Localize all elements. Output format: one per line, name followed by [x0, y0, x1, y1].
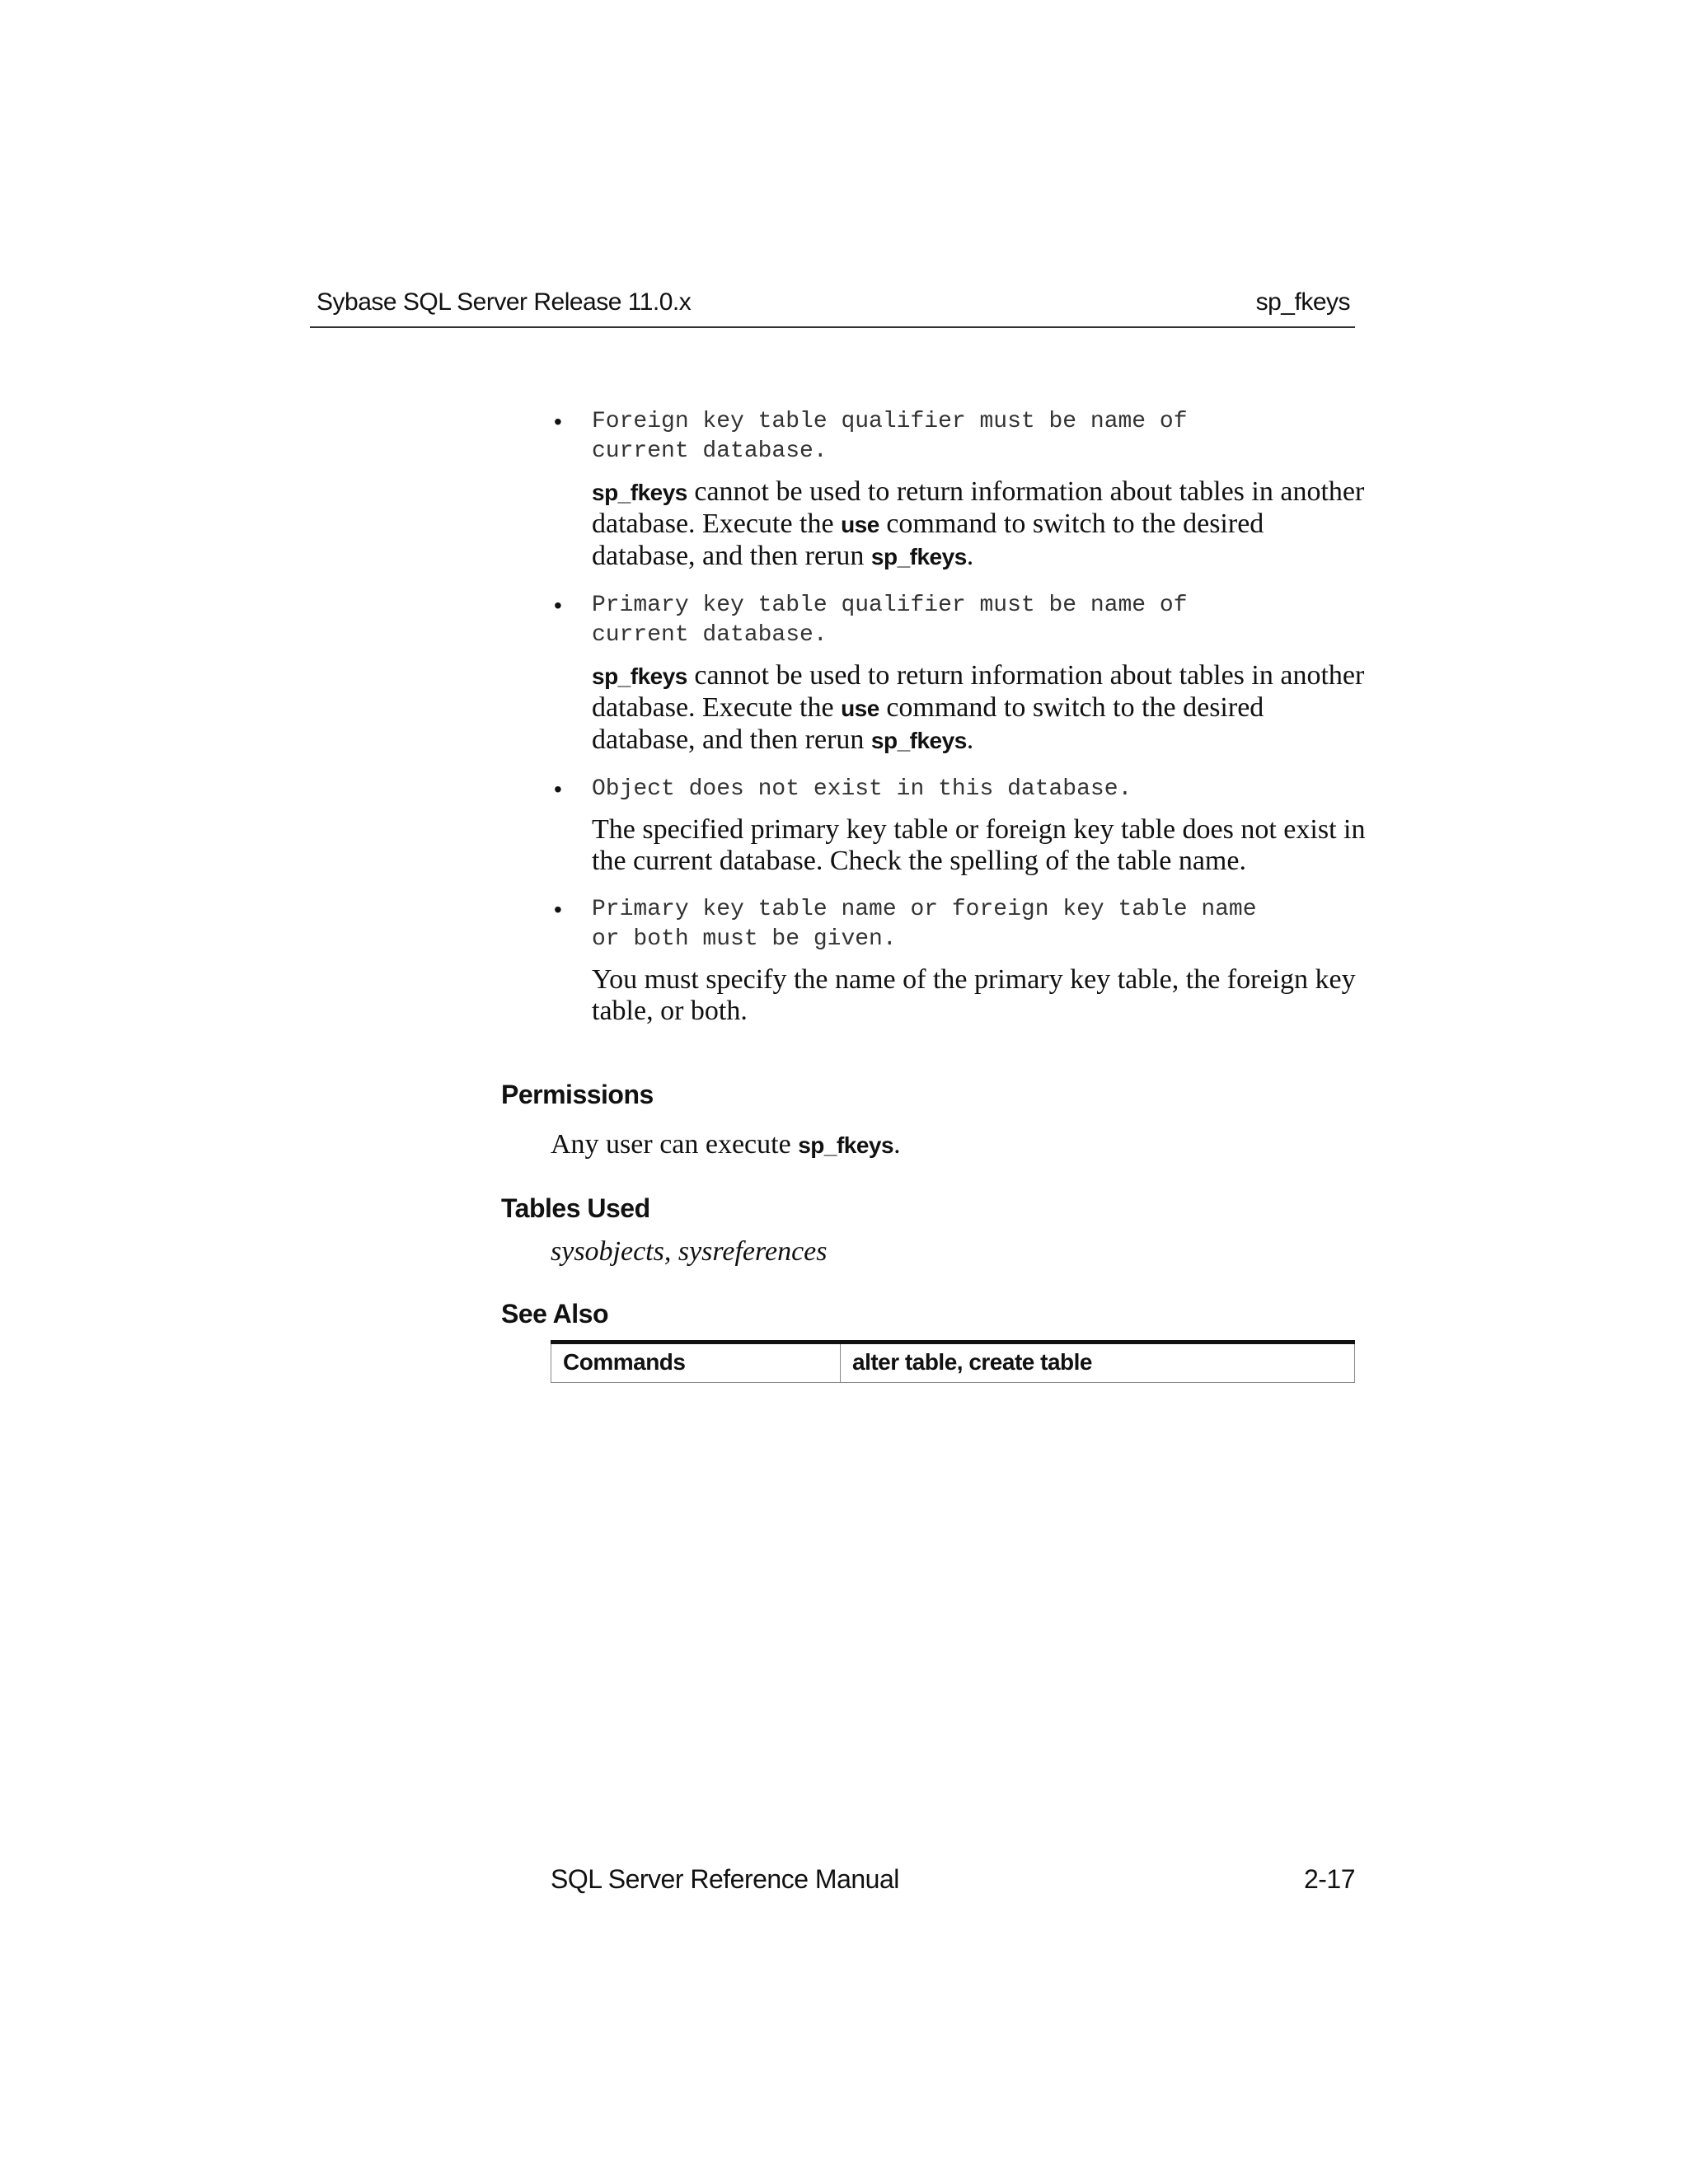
error-message-description: You must specify the name of the primary key table, the foreign key table, or both. — [592, 964, 1356, 1026]
permissions-sentence: Any user can execute — [551, 1129, 799, 1160]
permissions-heading: Permissions — [501, 1080, 654, 1109]
description-text: command to switch to the desired database, and then rerun — [592, 692, 1264, 755]
list-item — [551, 775, 1367, 877]
see-also-table — [551, 1340, 1355, 1383]
bullet-icon: • — [554, 593, 562, 618]
table-row — [551, 1343, 1355, 1383]
error-message-text: Primary key table qualifier must be name of current database. — [592, 593, 1188, 648]
list-item — [551, 407, 1367, 573]
description-text: . — [966, 541, 974, 571]
bullet-icon: • — [554, 409, 562, 434]
description-text: . — [966, 724, 974, 755]
error-message-description — [592, 476, 1367, 573]
command-name: sp_fkeys — [870, 544, 967, 569]
command-name: use — [841, 696, 879, 721]
list-item — [551, 895, 1367, 1027]
error-message-description: The specified primary key table or foreign key table does not exist in the current database. Check the spelling of the table name. — [592, 814, 1366, 876]
error-message-list — [551, 407, 1367, 1045]
see-also-category: Commands — [551, 1343, 841, 1383]
header-rule — [310, 326, 1355, 328]
command-name: sp_fkeys — [592, 480, 687, 505]
running-header-topic: sp_fkeys — [1255, 288, 1350, 316]
footer-manual-title: SQL Server Reference Manual — [551, 1864, 899, 1894]
command-name: sp_fkeys — [870, 728, 967, 753]
see-also-items: alter table, create table — [841, 1343, 1355, 1383]
bullet-icon: • — [554, 897, 562, 922]
tables-used-heading: Tables Used — [501, 1193, 650, 1223]
error-message-description — [592, 660, 1367, 757]
tables-used-list: sysobjects, sysreferences — [551, 1236, 828, 1267]
error-message-text: Foreign key table qualifier must be name of current database. — [592, 409, 1188, 464]
description-text: cannot be used to return information about tables in another database. Execute the — [592, 660, 1365, 723]
description-text: command to switch to the desired database, and then rerun — [592, 509, 1264, 571]
error-message-text: Primary key table name or foreign key table name or both must be given. — [592, 897, 1257, 952]
permissions-text — [551, 1129, 901, 1160]
error-message-text: Object does not exist in this database. — [592, 776, 1132, 802]
permissions-end: . — [893, 1129, 901, 1160]
bullet-icon: • — [554, 776, 562, 802]
see-also-heading: See Also — [501, 1299, 608, 1329]
running-header-title: Sybase SQL Server Release 11.0.x — [316, 288, 692, 316]
page-number: 2-17 — [1303, 1864, 1355, 1894]
command-name: sp_fkeys — [798, 1132, 894, 1158]
description-text: cannot be used to return information about tables in another database. Execute the — [592, 476, 1365, 539]
command-name: use — [841, 512, 879, 537]
list-item — [551, 591, 1367, 757]
command-name: sp_fkeys — [592, 663, 687, 689]
